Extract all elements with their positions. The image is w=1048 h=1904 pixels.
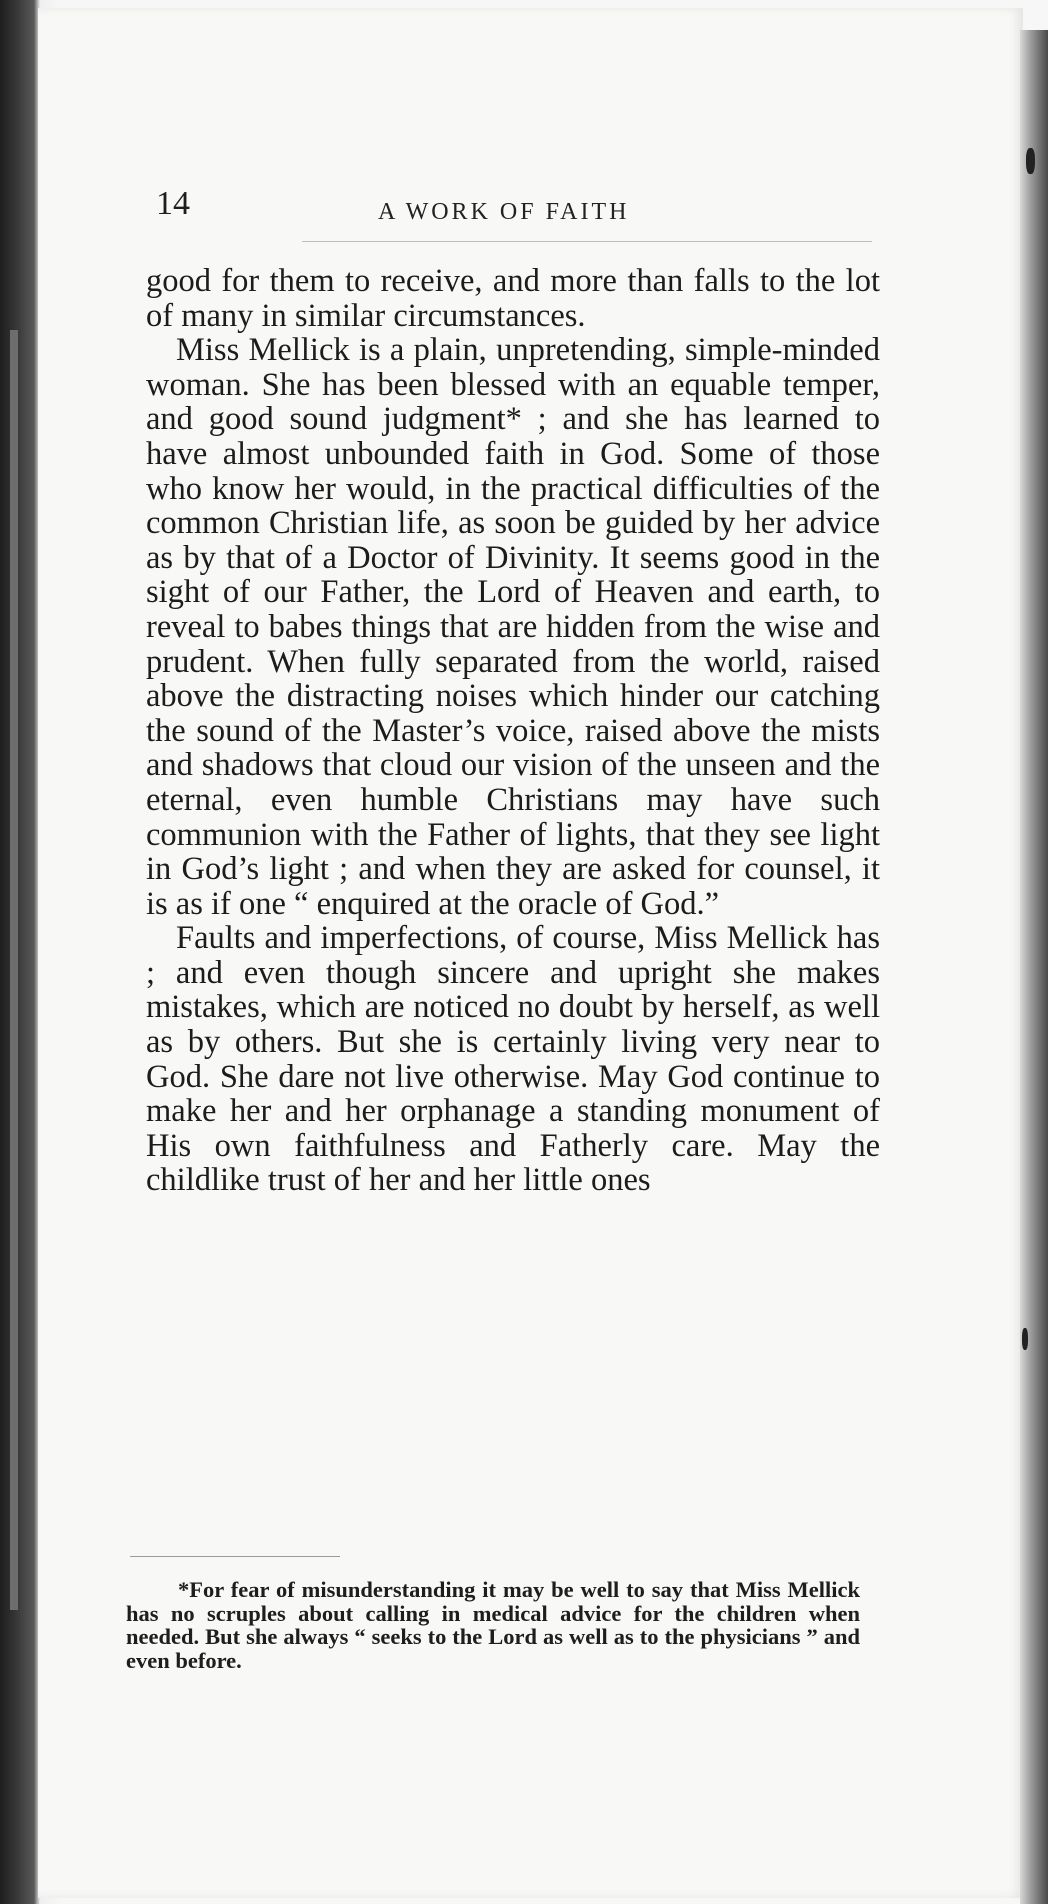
running-title: A WORK OF FAITH: [378, 199, 630, 225]
footnote: [126, 1578, 860, 1672]
page-number: 14: [156, 185, 190, 222]
paragraph: good for them to receive, and more than falls to the lot of many in similar circumstances.: [146, 263, 880, 334]
ink-blot: [1022, 1328, 1028, 1350]
footnote-rule: [130, 1556, 340, 1557]
ink-blot: [1026, 148, 1035, 174]
body-text: [146, 264, 880, 1198]
paragraph: Miss Mellick is a plain, unpretending, simple-minded woman. She has been blessed with an equable temper, and good sound judgment* ; and she has learned to have almost unbounded faith in God. Some of those who know her would, in the practical difficulties of the common Christian life, as soon be guided by her advice as by that of a Doctor of Divinity. It seems good in the sight of our Father, the Lord of Heaven and earth, to reveal to babes things that are hidden from the wise and prudent. When fully separated from the world, raised above the distracting noises which hinder our catching the sound of the Master’s voice, raised above the mists and shadows that cloud our vision of the unseen and the eternal, even humble Christians may have such communion with the Father of lights, that they see light in God’s light ; and when they are asked for counsel, it is as if one “ enquired at the oracle of God.”: [146, 332, 880, 922]
page-header: [156, 185, 880, 245]
header-rule: [302, 241, 872, 242]
page-edge-shadow: [1020, 30, 1048, 1904]
book-spine-shadow: [10, 330, 18, 1610]
footnote-text: *For fear of misunderstanding it may be well to say that Miss Mellick has no scruples about calling in medical advice for the children when needed. But she always “ seeks to the Lord as well as to the physicians ” and even before.: [126, 1577, 860, 1673]
paragraph: Faults and imperfections, of course, Miss Mellick has ; and even though sincere and upright she makes mistakes, which are noticed no doubt by herself, as well as by others. But she is certainly living very near to God. She dare not live otherwise. May God continue to make her and her orphanage a standing monument of His own faithfulness and Fatherly care. May the childlike trust of her and her little ones: [146, 920, 880, 1199]
